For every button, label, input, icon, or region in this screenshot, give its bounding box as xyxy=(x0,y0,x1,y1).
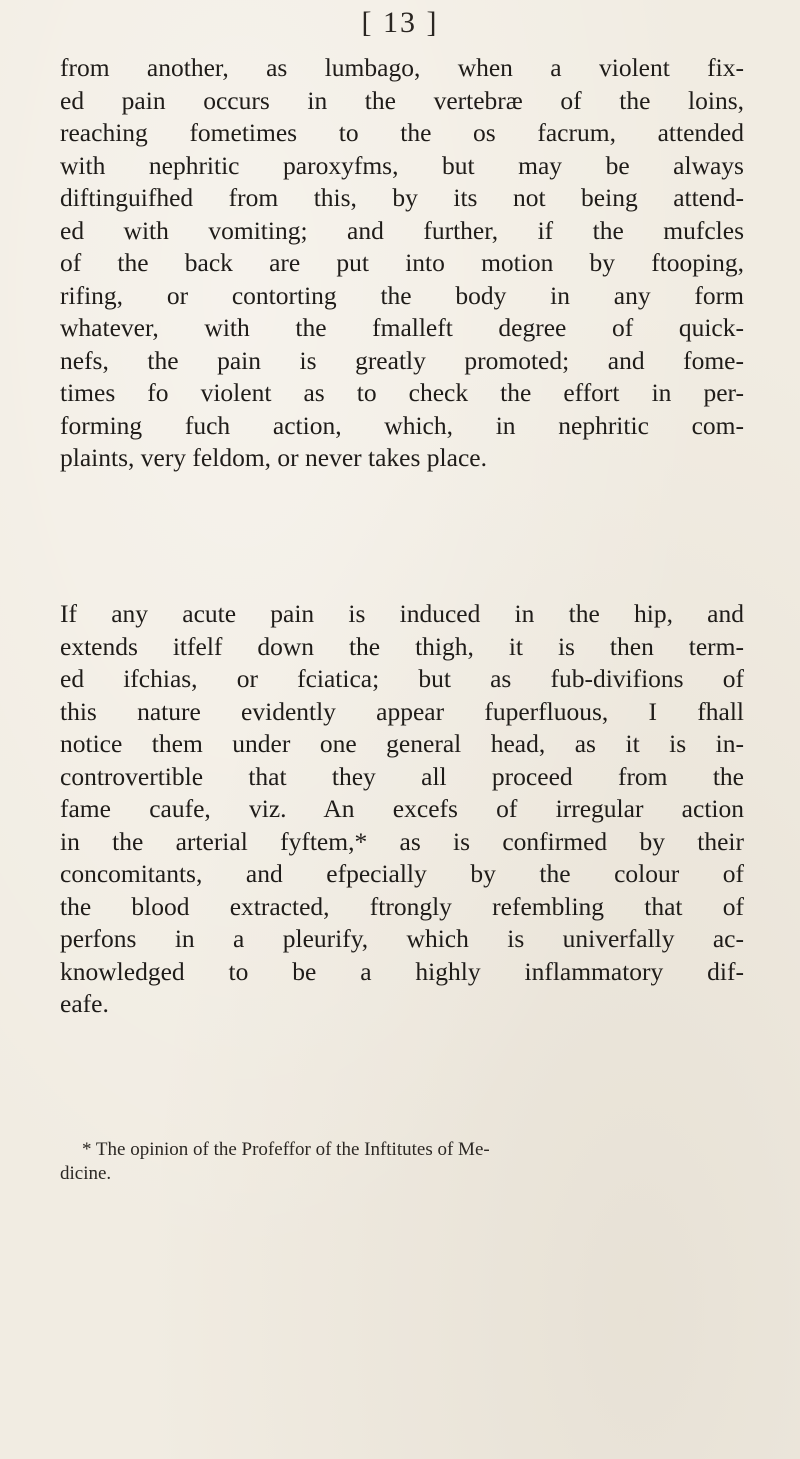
text-line: diftinguifhed from this, by its not being attend- xyxy=(60,183,744,212)
text-line: eafe. xyxy=(60,989,109,1018)
text-line: concomitants, and efpecially by the colour of xyxy=(60,859,744,888)
text-line: ed with vomiting; and further, if the mufcles xyxy=(60,215,744,245)
text-line: the blood extracted, ftrongly refembling that of xyxy=(60,891,744,921)
text-line: nefs, the pain is greatly promoted; and fome- xyxy=(60,345,744,375)
text-line: whatever, with the fmalleft degree of quick- xyxy=(60,313,744,342)
footnote-line: * The opinion of the Profeffor of the Inftitutes of Me- xyxy=(82,1139,490,1160)
text-line: ed ifchias, or fciatica; but as fub-divifions of xyxy=(60,664,744,693)
text-line: ed pain occurs in the vertebræ of the loins, xyxy=(60,85,744,115)
paragraph-1 xyxy=(60,52,744,475)
text-line: in the arterial fyftem,* as is confirmed by their xyxy=(60,826,744,856)
text-line: reaching fometimes to the os facrum, attended xyxy=(60,118,744,147)
text-line: this nature evidently appear fuperfluous, I fhall xyxy=(60,696,744,726)
text-line: with nephritic paroxyfms, but may be always xyxy=(60,150,744,180)
text-line: forming fuch action, which, in nephritic com- xyxy=(60,410,744,440)
text-line: rifing, or contorting the body in any form xyxy=(60,280,744,310)
text-line: knowledged to be a highly inflammatory dif- xyxy=(60,956,744,986)
text-line: times fo violent as to check the effort in per- xyxy=(60,378,744,407)
page-number: [ 13 ] xyxy=(361,6,439,39)
text-line: from another, as lumbago, when a violent fix- xyxy=(60,53,744,82)
paragraph-2 xyxy=(60,598,744,1021)
text-line: of the back are put into motion by ftooping, xyxy=(60,248,744,277)
footnote xyxy=(60,1138,744,1186)
text-line: extends itfelf down the thigh, it is then term- xyxy=(60,631,744,661)
text-line: controvertible that they all proceed from the xyxy=(60,761,744,791)
footnote-line: dicine. xyxy=(60,1163,112,1184)
text-line: fame caufe, viz. An excefs of irregular action xyxy=(60,794,744,823)
text-line: plaints, very feldom, or never takes place. xyxy=(60,443,487,472)
text-line: perfons in a pleurify, which is univerfally ac- xyxy=(60,924,744,953)
text-line: If any acute pain is induced in the hip, and xyxy=(60,599,744,628)
text-line: notice them under one general head, as it is in- xyxy=(60,729,744,758)
